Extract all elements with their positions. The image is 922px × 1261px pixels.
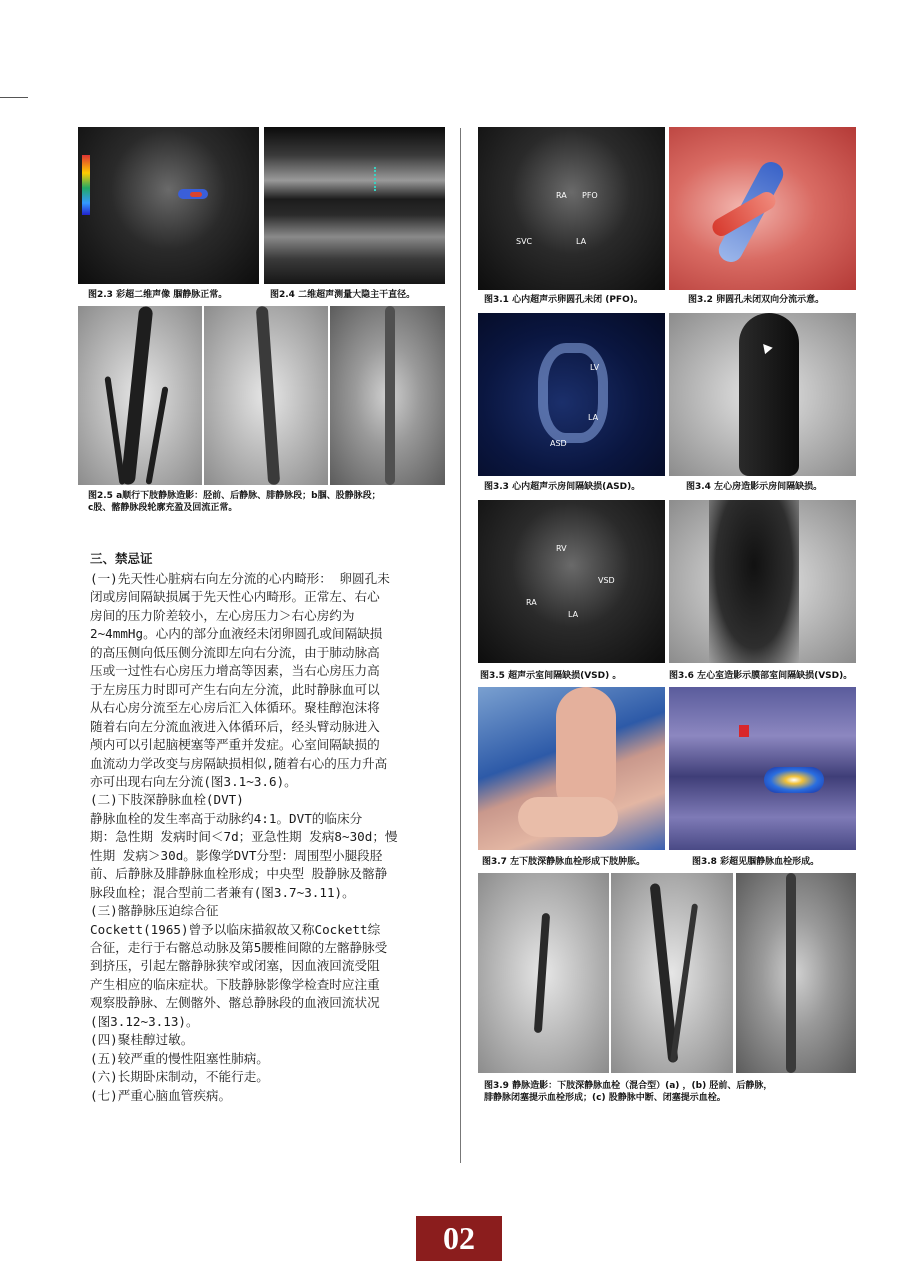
figure-3-9-caption-line-1: 图3.9 静脉造影：下肢深静脉血栓（混合型）(a) ，(b) 胫前、后静脉， <box>484 1081 773 1091</box>
figure-3-7-caption: 图3.7 左下肢深静脉血栓形成下肢肿胀。 <box>482 857 646 867</box>
body-line: (四)聚桂醇过敏。 <box>90 1032 194 1048</box>
label-la-3-3: LA <box>588 413 599 422</box>
label-lv: LV <box>590 363 600 372</box>
body-line: 的高压侧向低压侧分流即左向右分流，由于肺动脉高 <box>90 644 380 660</box>
label-la: LA <box>576 237 587 246</box>
body-line: (六)长期卧床制动，不能行走。 <box>90 1069 269 1085</box>
figure-3-6-caption: 图3.6 左心室造影示膜部室间隔缺损(VSD)。 <box>669 671 853 681</box>
body-line: 性期 发病＞30d。影像学DVT分型：周围型小腿段胫 <box>90 847 383 863</box>
body-line: 到挤压，引起左髂静脉狭窄或闭塞，因血液回流受阻 <box>90 958 380 974</box>
figure-3-3-caption: 图3.3 心内超声示房间隔缺损(ASD)。 <box>484 482 641 492</box>
body-line: (五)较严重的慢性阻塞性肺病。 <box>90 1050 269 1066</box>
body-line: (一)先天性心脏病右向左分流的心内畸形： 卵圆孔未 <box>90 571 390 586</box>
label-pfo: PFO <box>582 191 598 200</box>
body-line: 从右心房分流至左心房后汇入体循环。聚桂醇泡沫将 <box>90 700 380 716</box>
body-line: 闭或房间隔缺损属于先天性心内畸形。正常左、右心 <box>90 589 380 605</box>
label-svc: SVC <box>516 237 533 246</box>
figure-3-2-image <box>669 127 856 290</box>
label-rv: RV <box>556 544 567 553</box>
body-line: 产生相应的临床症状。下肢静脉影像学检查时应注重 <box>90 976 380 992</box>
body-line: 亦可出现右向左分流(图3.1~3.6)。 <box>90 773 297 789</box>
figure-3-9b-image <box>611 873 733 1073</box>
label-ra-3-5: RA <box>526 598 537 607</box>
figure-2-5a-image <box>78 306 202 485</box>
figure-3-8-caption: 图3.8 彩超见腘静脉血栓形成。 <box>692 857 820 867</box>
figure-3-5-image <box>478 500 665 663</box>
body-line: 期：急性期 发病时间＜7d；亚急性期 发病8~30d；慢 <box>90 829 398 845</box>
body-line: 于左房压力时即可产生右向左分流，此时静脉血可以 <box>90 681 380 697</box>
figure-2-3-caption: 图2.3 彩超二维声像 腘静脉正常。 <box>88 290 228 300</box>
label-asd: ASD <box>550 439 567 448</box>
column-divider <box>460 128 461 1163</box>
body-line: 血流动力学改变与房隔缺损相似,随着右心的压力升高 <box>90 755 388 771</box>
figure-3-9a-image <box>478 873 609 1073</box>
body-line: 合征，走行于右髂总动脉及第5腰椎间隙的左髂静脉受 <box>90 940 388 955</box>
figure-3-4-caption: 图3.4 左心房造影示房间隔缺损。 <box>686 482 823 492</box>
figure-2-5b-image <box>204 306 328 485</box>
body-line: Cockett(1965)曾予以临床描叙故又称Cockett综 <box>90 921 381 937</box>
figure-3-9c-image <box>736 873 856 1073</box>
figure-3-4-image <box>669 313 856 476</box>
figure-2-4-image <box>264 127 445 284</box>
figure-2-3-image <box>78 127 259 284</box>
margin-rule <box>0 97 28 98</box>
figure-3-2-caption: 图3.2 卵圆孔未闭双向分流示意。 <box>688 295 825 305</box>
figure-2-5c-image <box>330 306 445 485</box>
label-la-3-5: LA <box>568 610 579 619</box>
section-heading: 三、禁忌证 <box>90 551 153 566</box>
figure-3-7-image <box>478 687 665 850</box>
body-line: 颅内可以引起脑梗塞等严重并发症。心室间隔缺损的 <box>90 737 380 753</box>
figure-2-4-caption: 图2.4 二维超声测量大隐主干直径。 <box>270 290 416 300</box>
label-vsd: VSD <box>598 576 615 585</box>
body-line: 随着右向左分流血液进入体循环后，经头臂动脉进入 <box>90 718 380 734</box>
body-line: (七)严重心脑血管疾病。 <box>90 1087 232 1103</box>
figure-3-3-image <box>478 313 665 476</box>
figure-3-1-caption: 图3.1 心内超声示卵圆孔未闭 (PFO)。 <box>484 295 643 305</box>
body-line: 2~4mmHg。心内的部分血液经未闭卵圆孔或间隔缺损 <box>90 626 383 642</box>
body-line: (二)下肢深静脉血栓(DVT) <box>90 792 244 808</box>
figure-2-5-caption-line-2: c股、髂静脉段轮廓充盈及回流正常。 <box>88 503 238 513</box>
body-line: (图3.12~3.13)。 <box>90 1013 199 1029</box>
figure-3-8-image <box>669 687 856 850</box>
body-line: (三)髂静脉压迫综合征 <box>90 903 219 919</box>
body-line: 静脉血栓的发生率高于动脉约4:1。DVT的临床分 <box>90 810 363 826</box>
figure-3-9-caption-line-2: 腓静脉闭塞提示血栓形成；(c) 股静脉中断、闭塞提示血栓。 <box>484 1093 726 1103</box>
body-line: 前、后静脉及腓静脉血栓形成；中央型 股静脉及髂静 <box>90 866 388 882</box>
figure-3-6-image <box>669 500 856 663</box>
body-line: 脉段血栓；混合型前二者兼有(图3.7~3.11)。 <box>90 884 355 900</box>
figure-2-5-caption-line-1: 图2.5 a顺行下肢静脉造影：胫前、后静脉、腓静脉段；b腘、股静脉段； <box>88 491 381 501</box>
body-line: 房间的压力阶差较小，左心房压力＞右心房约为 <box>90 607 355 623</box>
figure-3-1-image <box>478 127 665 290</box>
body-line: 观察股静脉、左侧髂外、髂总静脉段的血液回流状况 <box>90 995 380 1011</box>
figure-3-5-caption: 图3.5 超声示室间隔缺损(VSD) 。 <box>480 671 622 681</box>
body-line: 压或一过性右心房压力增高等因素，当右心房压力高 <box>90 663 380 679</box>
page-number: 02 <box>416 1216 502 1261</box>
label-ra: RA <box>556 191 567 200</box>
